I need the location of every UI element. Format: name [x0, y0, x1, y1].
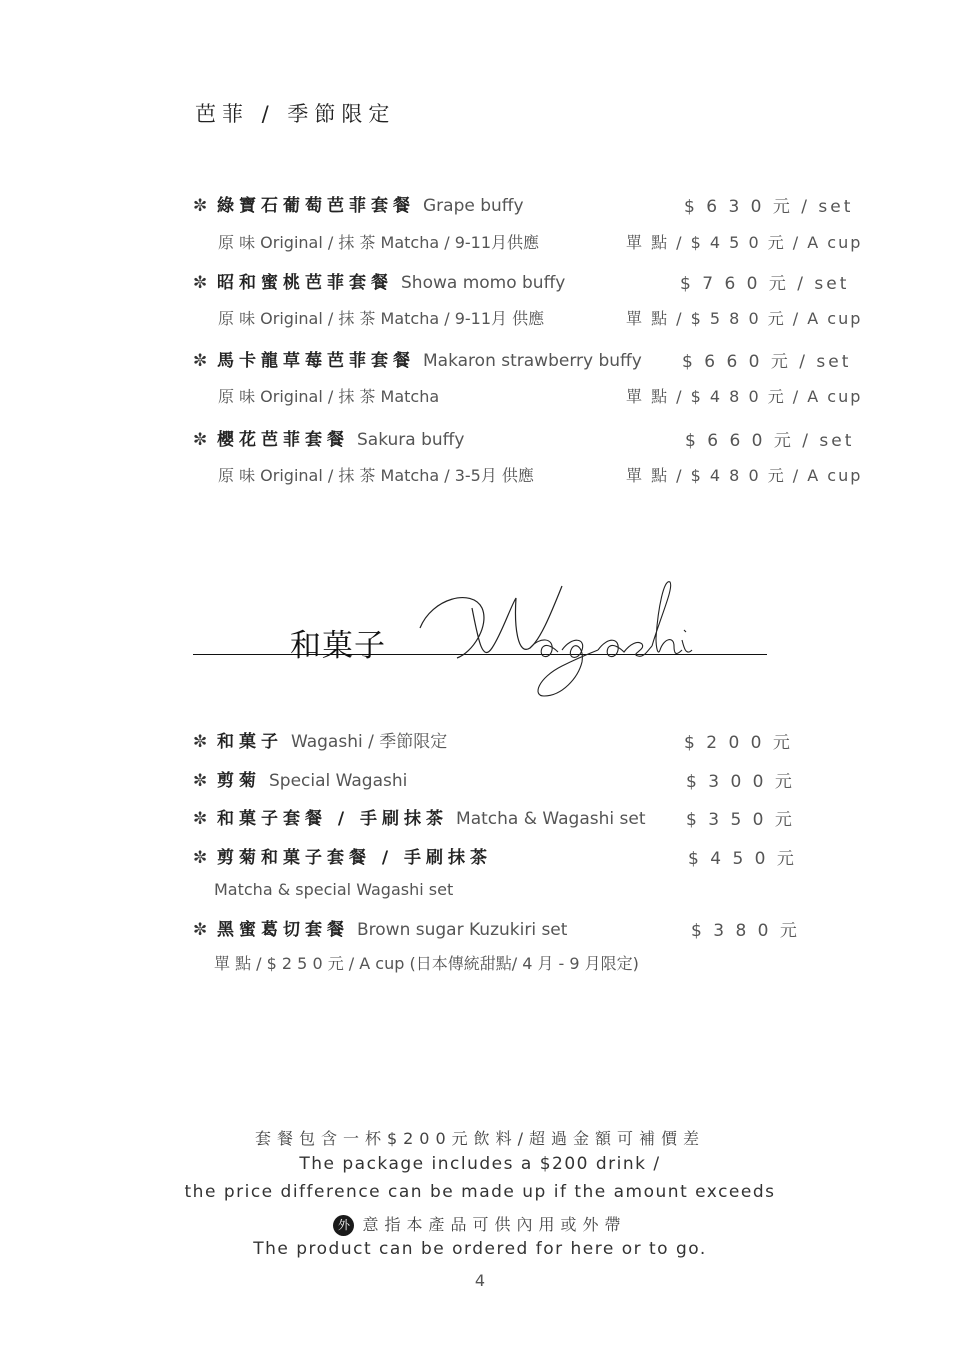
item-name-zh: 櫻花芭菲套餐 — [217, 430, 349, 450]
menu-item-matcha-wagashi-set — [193, 804, 646, 829]
item-price: $ 3 5 0 元 — [686, 810, 795, 830]
item-price-cup-note: 單 點 / $ 2 5 0 元 / A cup (日本傳統甜點/ 4 月 - 9 月限定) — [214, 954, 639, 973]
item-name-en: Special Wagashi — [269, 771, 408, 791]
flower-bullet-icon: ✼ — [193, 196, 208, 216]
item-price-cup: 單 點 / $ 5 8 0 元 / A cup — [626, 309, 863, 328]
section-title: 芭菲 / 季節限定 — [195, 102, 396, 126]
menu-item-special-wagashi — [193, 766, 407, 791]
flower-bullet-icon: ✼ — [193, 920, 208, 940]
item-name-zh: 剪菊 — [217, 771, 261, 791]
item-name-zh: 昭和蜜桃芭菲套餐 — [217, 273, 393, 293]
flower-bullet-icon: ✼ — [193, 351, 208, 371]
footer-takeout-note-zh — [0, 1212, 960, 1236]
item-name-zh: 和菓子套餐 / 手刷抹茶 — [217, 809, 449, 829]
item-flavor-note: 原 味 Original / 抹 茶 Matcha / 9-11月 供應 — [218, 309, 545, 328]
wagashi-script-logo — [412, 578, 702, 703]
menu-item-sakura-buffy — [193, 425, 464, 450]
menu-item-showa-momo — [193, 268, 565, 293]
item-flavor-note: 原 味 Original / 抹 茶 Matcha / 3-5月 供應 — [218, 466, 534, 485]
takeout-note-text: 意指本產品可供內用或外帶 — [362, 1215, 627, 1234]
footer-takeout-note-en: The product can be ordered for here or to go. — [253, 1239, 707, 1259]
item-price: $ 4 5 0 元 — [688, 849, 797, 869]
flower-bullet-icon: ✼ — [193, 273, 208, 293]
item-price-set: $ 6 6 0 元 / set — [685, 431, 855, 451]
flower-bullet-icon: ✼ — [193, 732, 208, 752]
menu-item-kuzukiri-set — [193, 915, 567, 940]
footer-set-note-en-1: The package includes a $200 drink / — [299, 1154, 661, 1174]
menu-item-wagashi — [193, 727, 447, 752]
item-name-en: Showa momo buffy — [401, 273, 566, 293]
item-name-zh: 綠寶石葡萄芭菲套餐 — [217, 196, 415, 216]
item-flavor-note: 原 味 Original / 抹 茶 Matcha — [218, 387, 440, 406]
item-price: $ 3 0 0 元 — [686, 772, 795, 792]
flower-bullet-icon: ✼ — [193, 848, 208, 868]
item-name-en: Wagashi / 季節限定 — [291, 732, 448, 752]
menu-item-makaron-strawberry — [193, 346, 642, 371]
item-name-en: Makaron strawberry buffy — [423, 351, 642, 371]
item-name-en: Sakura buffy — [357, 430, 465, 450]
item-price-set: $ 6 3 0 元 / set — [684, 197, 854, 217]
item-price-set: $ 7 6 0 元 / set — [680, 274, 850, 294]
item-name-en: Matcha & Wagashi set — [456, 809, 646, 829]
item-price-cup: 單 點 / $ 4 5 0 元 / A cup — [626, 233, 863, 252]
flower-bullet-icon: ✼ — [193, 809, 208, 829]
item-flavor-note: 原 味 Original / 抹 茶 Matcha / 9-11月供應 — [218, 233, 540, 252]
wagashi-heading-zh: 和菓子 — [290, 628, 386, 664]
footer-set-note-zh: 套餐包含一杯$200元飲料/超過金額可補價差 — [254, 1129, 706, 1148]
item-name-zh: 和菓子 — [217, 732, 283, 752]
menu-item-special-wagashi-set — [193, 843, 492, 868]
item-price-set: $ 6 6 0 元 / set — [682, 352, 852, 372]
item-name-en: Grape buffy — [423, 196, 524, 216]
item-price-cup: 單 點 / $ 4 8 0 元 / A cup — [626, 387, 863, 406]
item-name-zh: 剪菊和菓子套餐 / 手刷抹茶 — [217, 848, 493, 868]
item-price-cup: 單 點 / $ 4 8 0 元 / A cup — [626, 466, 863, 485]
menu-item-grape-buffy — [193, 191, 524, 216]
item-name-zh: 馬卡龍草莓芭菲套餐 — [217, 351, 415, 371]
item-price: $ 2 0 0 元 — [684, 733, 793, 753]
takeout-badge-icon: 外 — [333, 1215, 354, 1236]
item-name-en: Brown sugar Kuzukiri set — [357, 920, 568, 940]
flower-bullet-icon: ✼ — [193, 430, 208, 450]
item-name-en: Matcha & special Wagashi set — [214, 880, 454, 899]
footer-set-note-en-2: the price difference can be made up if the amount exceeds — [184, 1182, 776, 1202]
page-number: 4 — [474, 1271, 486, 1290]
item-name-zh: 黑蜜葛切套餐 — [217, 920, 349, 940]
flower-bullet-icon: ✼ — [193, 771, 208, 791]
item-price: $ 3 8 0 元 — [691, 921, 800, 941]
